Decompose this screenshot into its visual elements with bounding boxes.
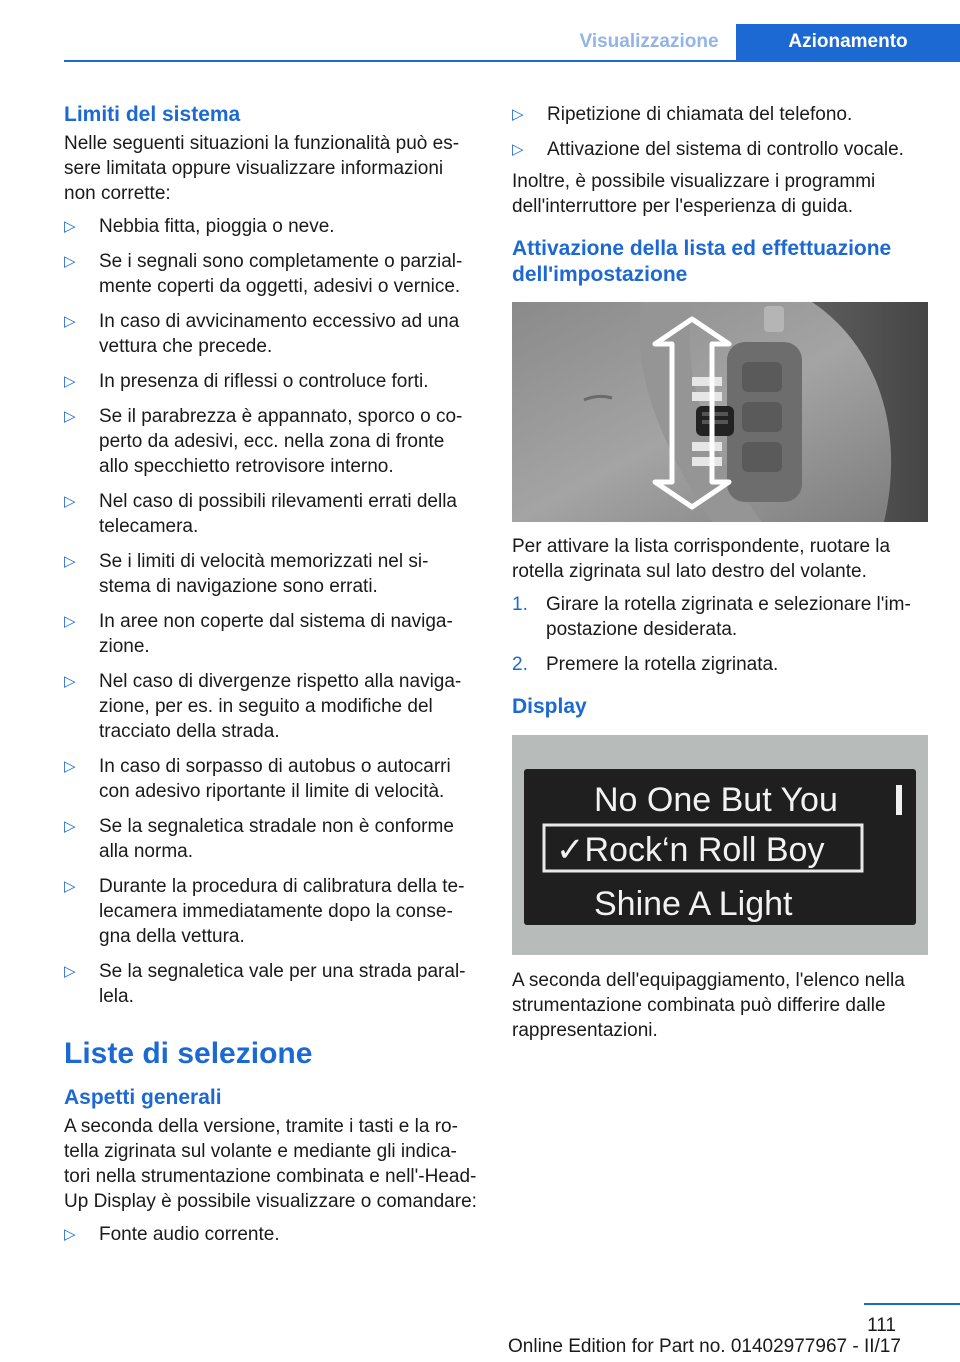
page-number: 111: [867, 1315, 896, 1336]
triangle-right-icon: ▷: [64, 613, 76, 630]
triangle-right-icon: ▷: [64, 758, 76, 775]
list-item-text: Ripetizione di chiamata del telefono.: [547, 104, 853, 125]
general-list: [64, 1222, 479, 1247]
step-text: Girare la rotella zigrinata e selezionare l'im‐postazione desiderata.: [546, 594, 911, 640]
display-note: A seconda dell'equipaggiamento, l'elenco nella strumentazione combinata può differire dalle rappresentazioni.: [512, 970, 905, 1041]
list-item-text: Se i segnali sono completamente o parzial‐mente coperti da oggetti, adesivi o vernice.: [99, 251, 463, 297]
triangle-right-icon: ▷: [512, 141, 524, 158]
programs-text: Inoltre, è possibile visualizzare i programmi dell'interruttore per l'esperienza di guida.: [512, 171, 876, 217]
edition-text: Online Edition for Part no. 01402977967 - II/17: [508, 1336, 901, 1357]
triangle-right-icon: ▷: [64, 313, 76, 330]
list-item: [64, 874, 479, 949]
list-item: [64, 489, 479, 539]
tab-visualizzazione[interactable]: Visualizzazione: [562, 24, 736, 60]
triangle-right-icon: ▷: [64, 1226, 76, 1243]
steps-list: [512, 592, 930, 677]
list-item-text: In aree non coperte dal sistema di naviga‐zione.: [99, 611, 453, 657]
lists-heading: Liste di selezione: [64, 1037, 313, 1070]
list-item-text: Se i limiti di velocità memorizzati nel si‐stema di navigazione sono errati.: [99, 551, 429, 597]
triangle-right-icon: ▷: [64, 818, 76, 835]
list-item: [64, 1222, 479, 1247]
triangle-right-icon: ▷: [64, 878, 76, 895]
display-figure: [512, 735, 928, 955]
activation-heading: Attivazione della lista ed effettuazione dell'impostazione: [512, 237, 892, 286]
footer-divider: [864, 1303, 960, 1305]
triangle-right-icon: ▷: [512, 106, 524, 123]
triangle-right-icon: ▷: [64, 218, 76, 235]
list-item-text: Nel caso di possibili rilevamenti errati della telecamera.: [99, 491, 457, 537]
limits-list: [64, 214, 479, 1009]
list-item-text: In caso di sorpasso di autobus o autocarri con adesivo riportante il limite di velocità.: [99, 756, 451, 802]
general-heading: Aspetti generali: [64, 1086, 222, 1109]
list-item-text: Attivazione del sistema di controllo vocale.: [547, 139, 904, 160]
list-item-text: In caso di avvicinamento eccessivo ad una vettura che precede.: [99, 311, 460, 357]
list-item-text: Fonte audio corrente.: [99, 1224, 280, 1245]
tab-azionamento[interactable]: Azionamento: [736, 24, 960, 60]
list-item: [64, 814, 479, 864]
display-line-1: No One But You: [594, 781, 838, 819]
list-item: [64, 404, 479, 479]
activation-text: Per attivare la lista corrispondente, ruotare la rotella zigrinata sul lato destro del volante.: [512, 536, 891, 582]
list-item: [512, 137, 930, 162]
triangle-right-icon: ▷: [64, 493, 76, 510]
triangle-right-icon: ▷: [64, 673, 76, 690]
step-item: [512, 652, 930, 677]
list-item-text: Durante la procedura di calibratura della te‐lecamera immediatamente dopo la conse‐gna della vettura.: [99, 876, 465, 947]
list-item: [64, 249, 479, 299]
triangle-right-icon: ▷: [64, 553, 76, 570]
list-item: [64, 669, 479, 744]
triangle-right-icon: ▷: [64, 373, 76, 390]
list-item: [512, 102, 930, 127]
list-item-text: In presenza di riflessi o controluce forti.: [99, 371, 429, 392]
list-item: [64, 959, 479, 1009]
step-number: 2.: [512, 654, 528, 675]
limits-heading: Limiti del sistema: [64, 103, 241, 126]
triangle-right-icon: ▷: [64, 408, 76, 425]
step-text: Premere la rotella zigrinata.: [546, 654, 779, 675]
limits-intro: Nelle seguenti situazioni la funzionalità può es‐sere limitata oppure visualizzare informazioni non corrette:: [64, 133, 460, 204]
steering-wheel-figure: [512, 302, 928, 522]
list-item: [64, 369, 479, 394]
list-item: [64, 754, 479, 804]
list-item-text: Se il parabrezza è appannato, sporco o co‐perto da adesivi, ecc. nella zona di fronte allo specchietto retrovisore interno.: [99, 406, 463, 477]
triangle-right-icon: ▷: [64, 253, 76, 270]
list-item-text: Nebbia fitta, pioggia o neve.: [99, 216, 335, 237]
display-line-2: ✓Rock‘n Roll Boy: [556, 831, 825, 869]
step-number: 1.: [512, 594, 528, 615]
list-item: [64, 549, 479, 599]
list-item: [64, 309, 479, 359]
display-line-3: Shine A Light: [594, 885, 793, 923]
step-item: [512, 592, 930, 642]
left-column: [64, 102, 479, 1247]
list-item: [64, 609, 479, 659]
header-divider: [64, 60, 960, 62]
right-column: [512, 102, 930, 1043]
general-intro: A seconda della versione, tramite i tasti e la ro‐tella zigrinata sul volante e mediante gli indica‐tori nella strumentazione combinata e nell'‐Head-Up Display è possibile visualizzare o comandare:: [64, 1116, 477, 1212]
list-item: [64, 214, 479, 239]
triangle-right-icon: ▷: [64, 963, 76, 980]
list-item-text: Se la segnaletica stradale non è conforme alla norma.: [99, 816, 454, 862]
general-list-continued: [512, 102, 930, 162]
list-item-text: Nel caso di divergenze rispetto alla naviga‐zione, per es. in seguito a modifiche del tracciato della strada.: [99, 671, 462, 742]
list-item-text: Se la segnaletica vale per una strada paral‐lela.: [99, 961, 466, 1007]
display-heading: Display: [512, 695, 587, 718]
